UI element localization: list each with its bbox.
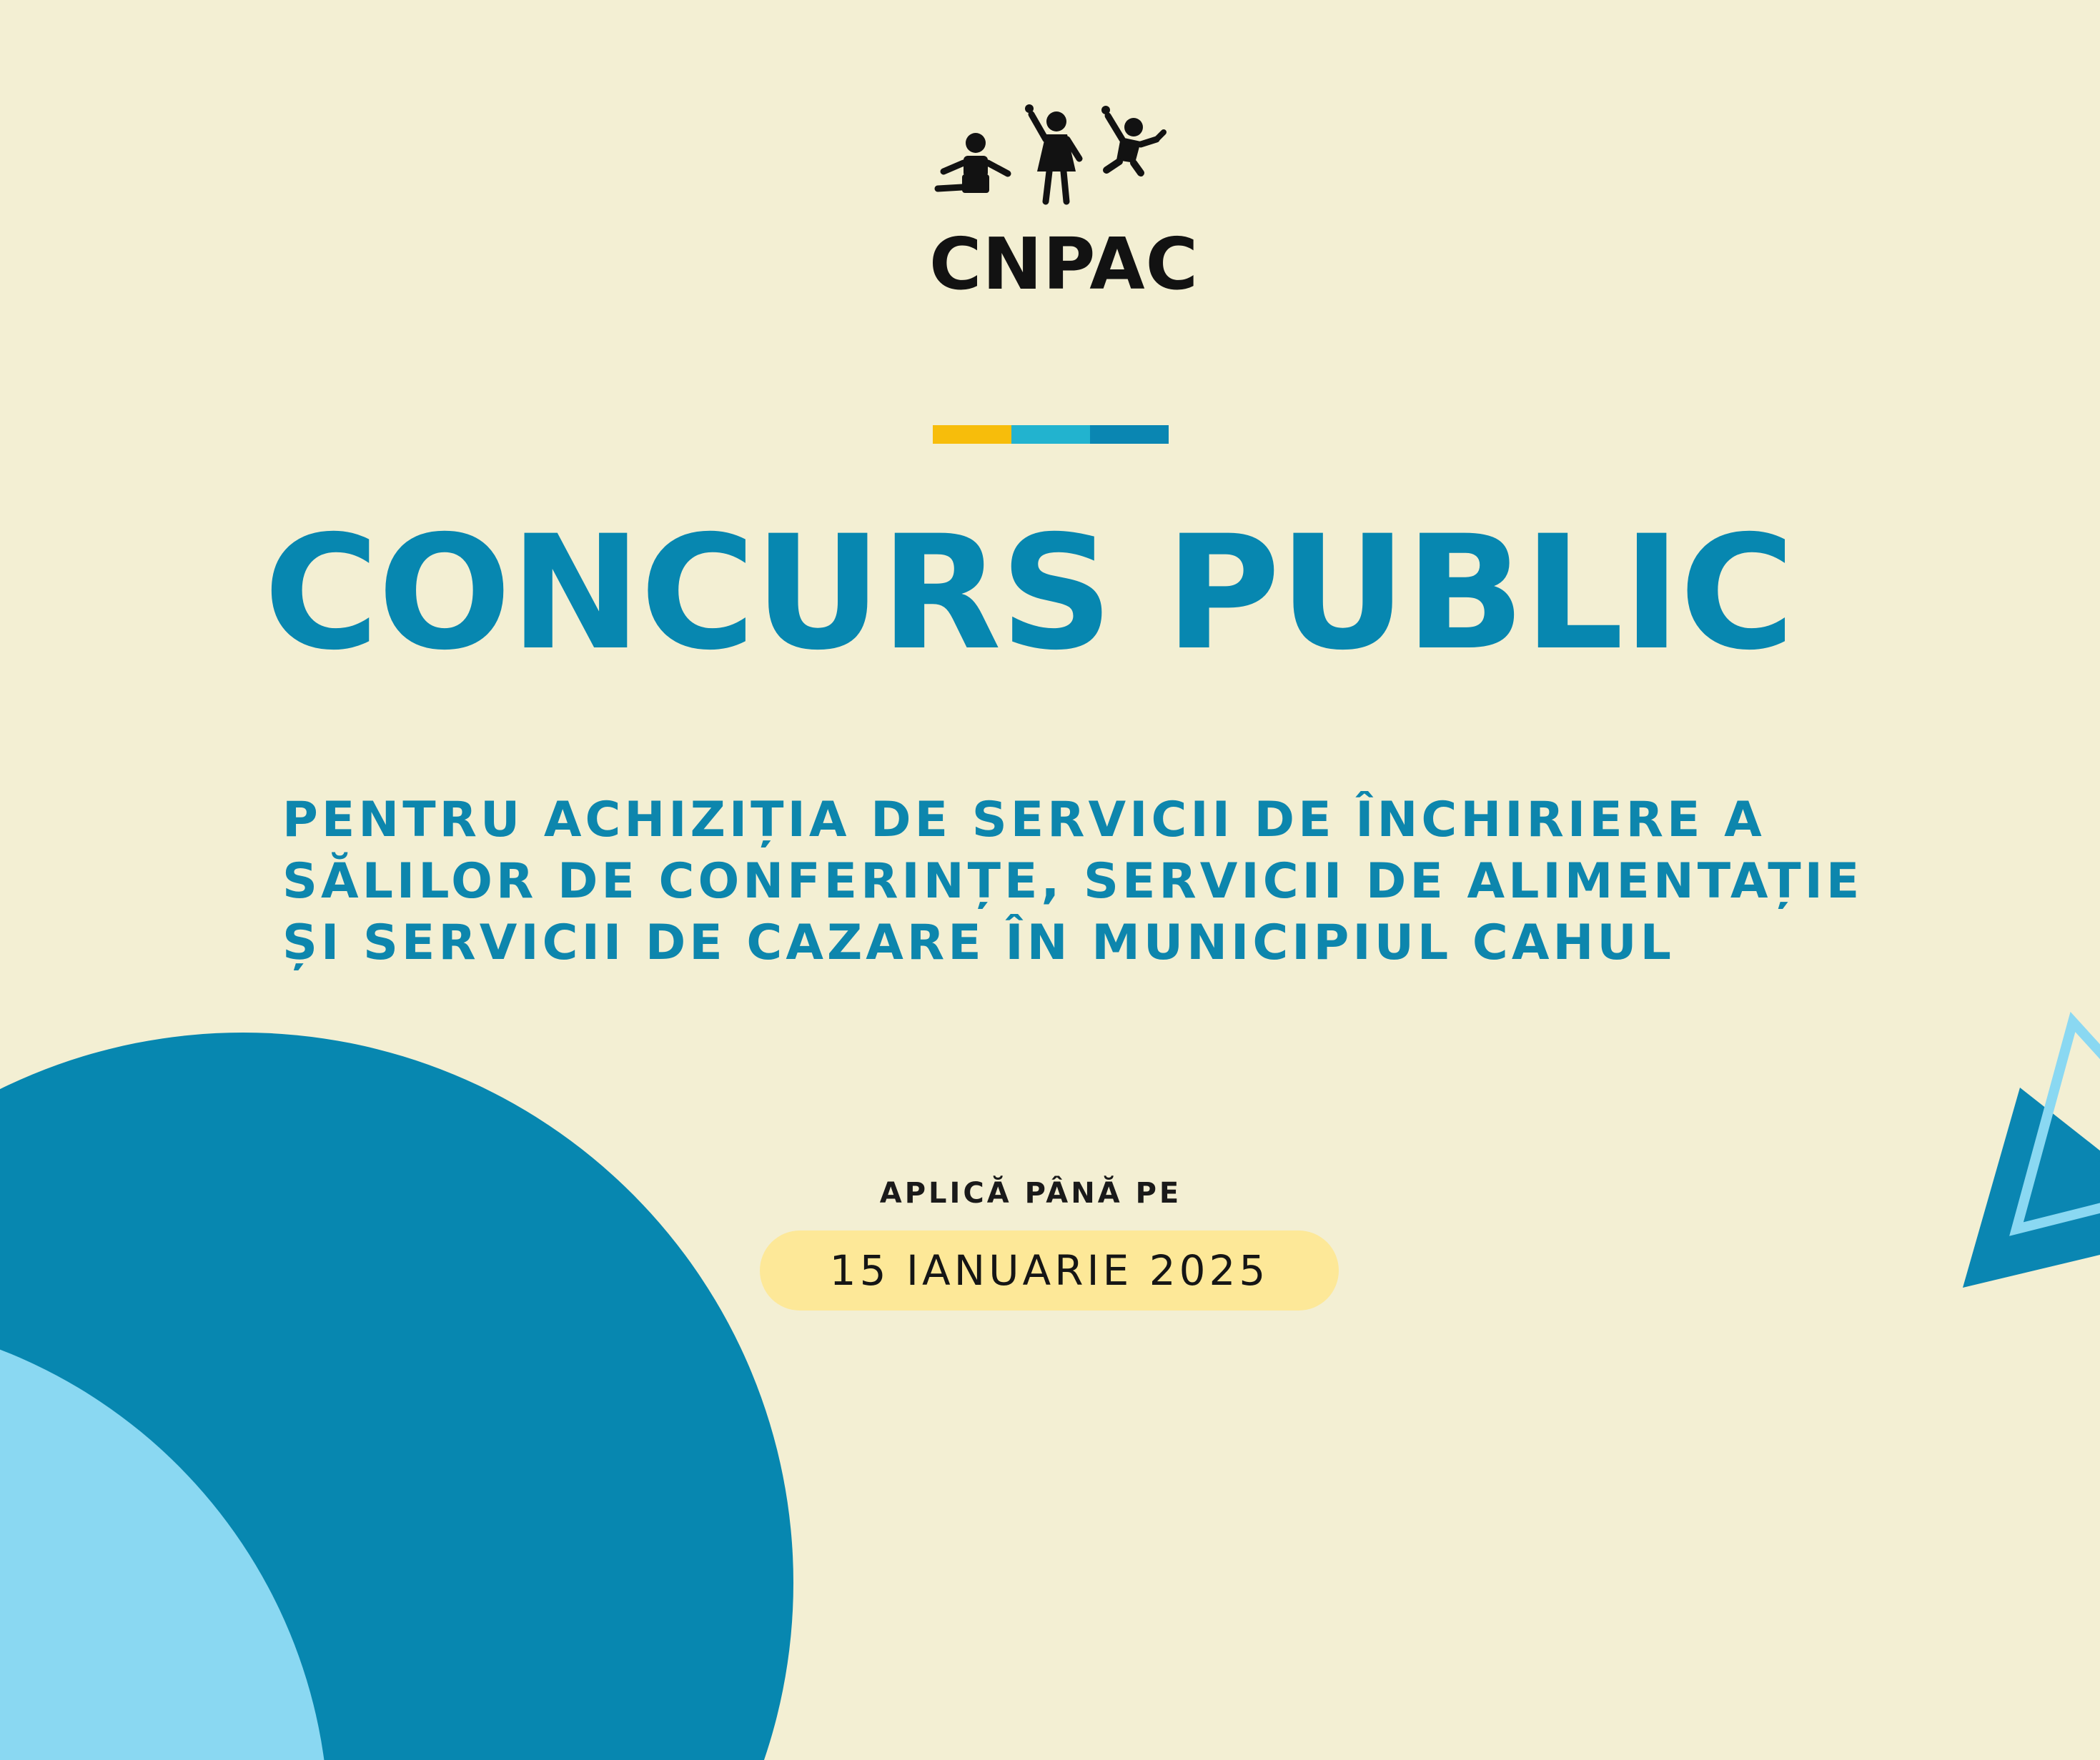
logo-bar-cyan [1011,425,1090,444]
logo-bar-blue [1090,425,1169,444]
page-title: CONCURS PUBLIC [263,502,1794,685]
logo-bar-yellow [933,425,1011,444]
children-jumping-icon [929,100,1172,214]
deadline-date-badge [760,1230,1339,1311]
logo-color-bar [933,425,1169,444]
subtitle-line-2: SĂLILOR DE CONFERINȚE, SERVICII DE ALIMENTAȚIE [282,853,1863,910]
subtitle-line-1: PENTRU ACHIZIȚIA DE SERVICII DE ÎNCHIRIERE A [282,792,1765,848]
deadline-date: 15 IANUARIE 2025 [829,1246,1269,1295]
logo-wordmark: CNPAC [929,222,1199,306]
subtitle-line-3: ȘI SERVICII DE CAZARE ÎN MUNICIPIUL CAHUL [282,915,1675,971]
cnpac-logo [929,100,1199,350]
subtitle [282,790,1863,974]
deadline-label: APLICĂ PÂNĂ PE [879,1177,1182,1210]
